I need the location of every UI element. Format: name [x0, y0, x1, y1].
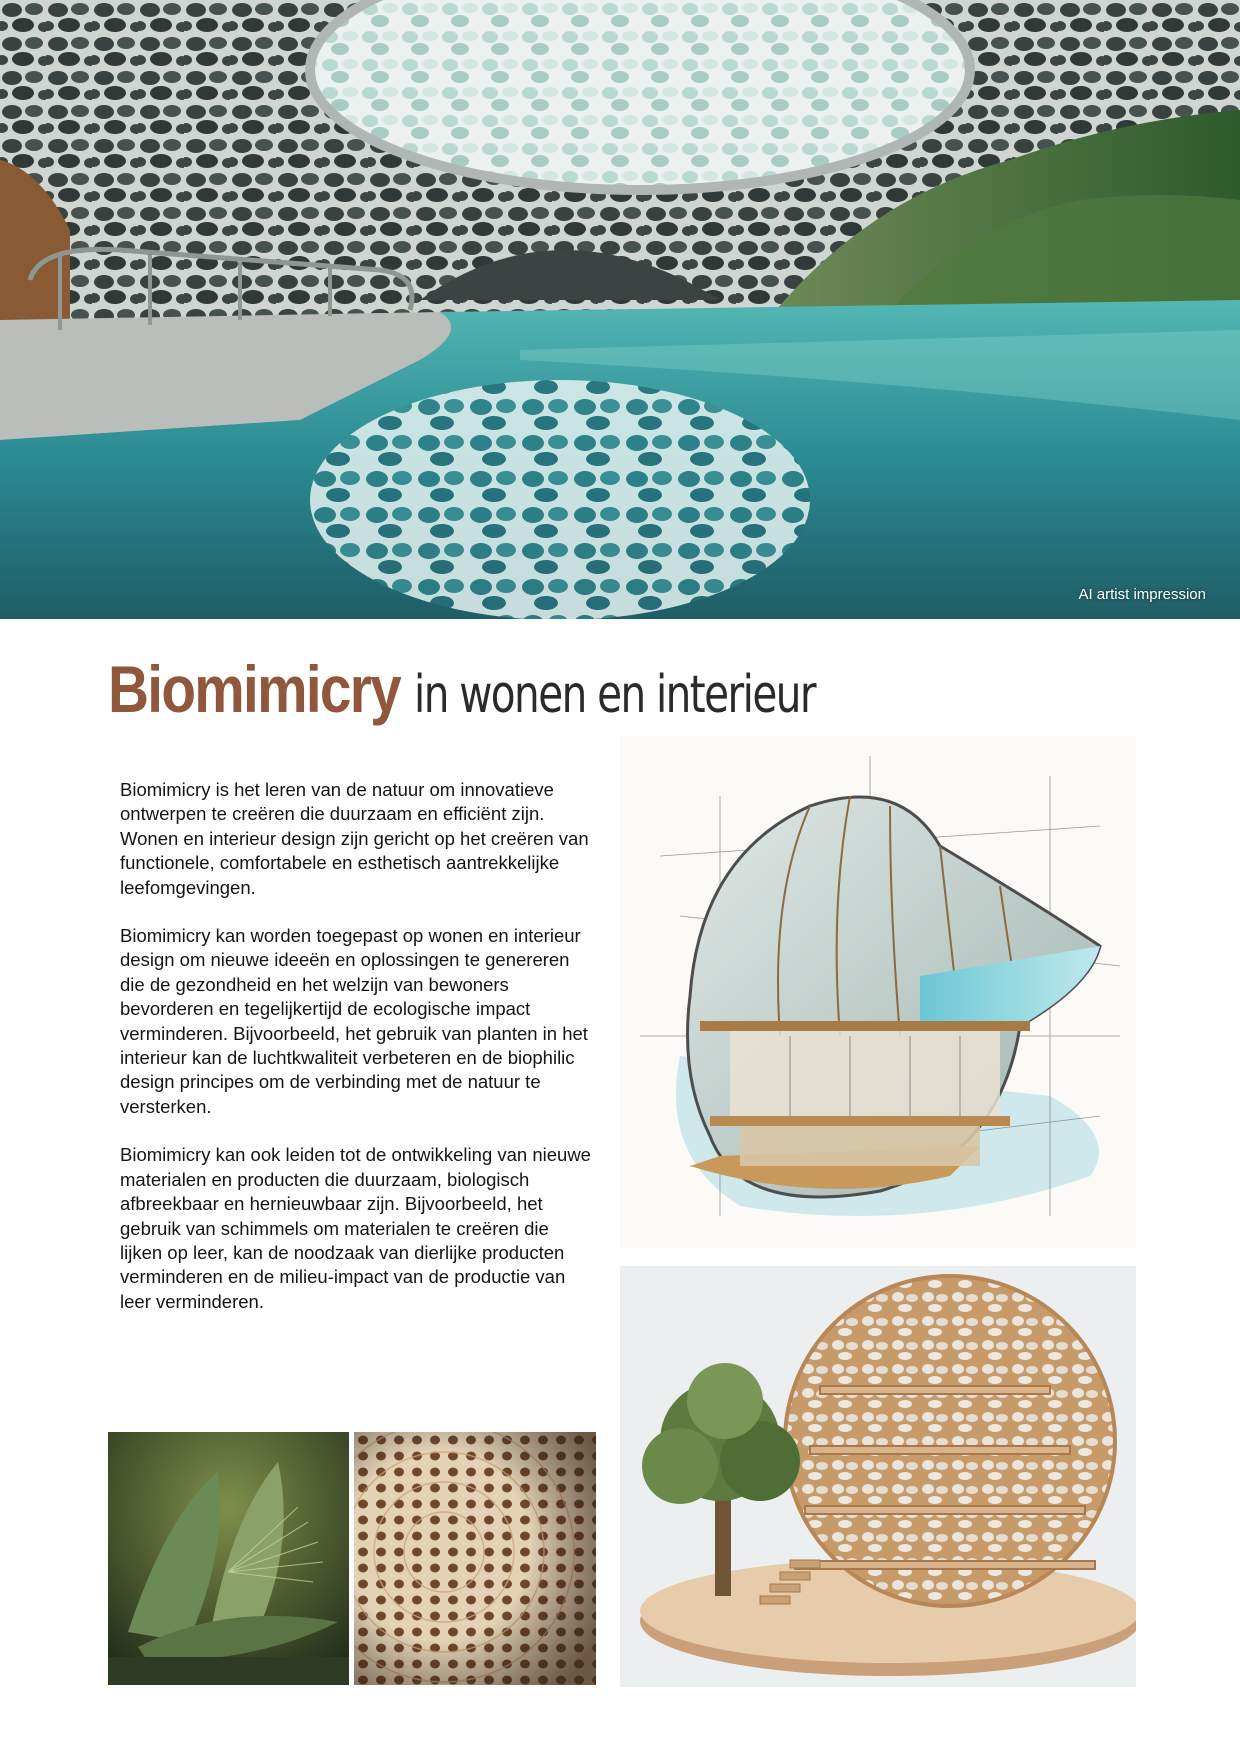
image-caption: AI artist impression: [1078, 586, 1206, 603]
title-emphasis: Biomimicry: [108, 652, 400, 726]
paragraph-2: Biomimicry kan worden toegepast op wonen en interieur design om nieuwe ideeën en oplossingen te genereren die de gezondheid en het welzijn van bewoners bevorderen en tegelijkertijd de ecologische impact verminderen. Bijvoorbeeld, het gebruik van planten in het interieur kan de luchtkwaliteit verbeteren en de biophilic design principes om de verbinding met de natuur te versterken.: [120, 925, 588, 1117]
indoor-pool-organic-roof-image: [0, 0, 1240, 619]
leaf-closeup-image: [108, 1432, 349, 1685]
section-drawing-image: [620, 736, 1136, 1248]
wooden-dome-model-with-tree-image: [620, 1266, 1136, 1687]
page-title: [108, 652, 928, 726]
perforated-organic-pattern-image: [354, 1432, 596, 1685]
architectural-cross-section-sketch-image: [620, 736, 1136, 1248]
paragraph-3: Biomimicry kan ook leiden tot de ontwikkeling van nieuwe materialen en producten die duurzaam, biologisch afbreekbaar en hernieuwbaar zijn. Bijvoorbeeld, het gebruik van schimmels om materialen te creëren die lijken op leer, kan de noodzaak van dierlijke producten verminderen en de milieu-impact van de productie van leer verminderen.: [120, 1144, 591, 1312]
article-body: [120, 778, 596, 1338]
pattern-closeup-image: [354, 1432, 596, 1685]
paragraph-1: Biomimicry is het leren van de natuur om innovatieve ontwerpen te creëren die duurzaam en efficiënt zijn. Wonen en interieur design zijn gericht op het creëren van functionele, comfortabele en esthetisch aantrekkelijke leefomgevingen.: [120, 779, 589, 898]
green-leaf-closeup-image: [108, 1432, 349, 1685]
wooden-model-image: [620, 1266, 1136, 1687]
title-rest: in wonen en interieur: [413, 665, 815, 725]
hero-image: [0, 0, 1240, 619]
